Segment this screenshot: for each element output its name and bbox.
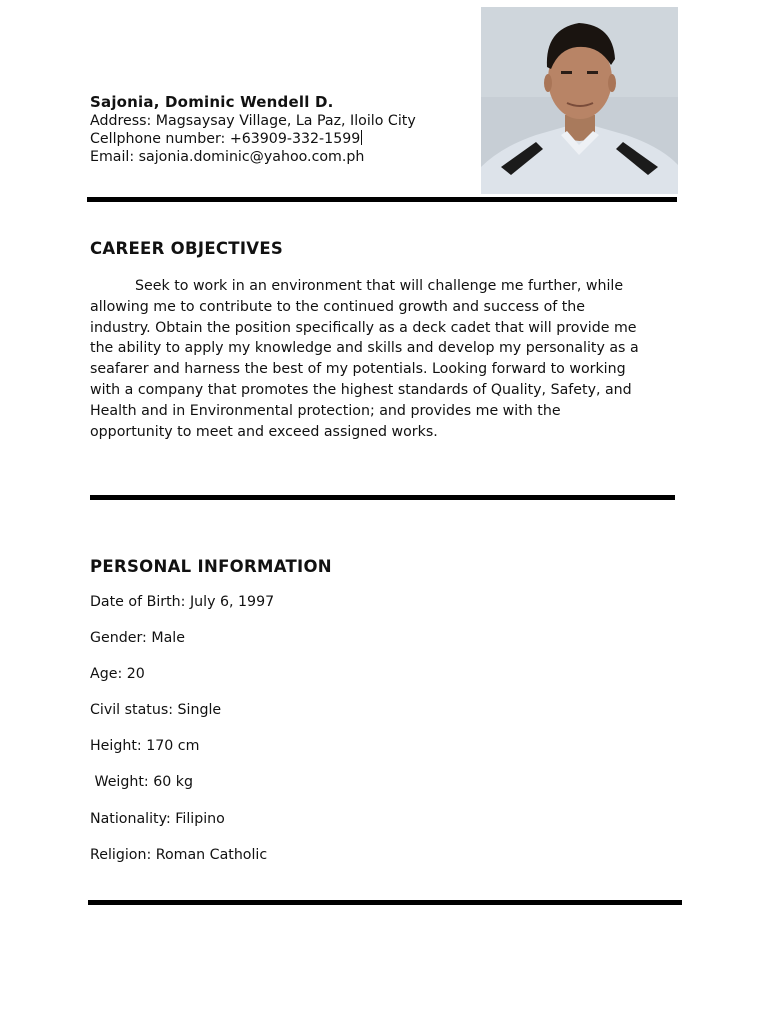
personal-divider	[88, 900, 682, 905]
date-of-birth: Date of Birth: July 6, 1997	[90, 594, 275, 610]
age: Age: 20	[90, 666, 145, 682]
email-line: Email: sajonia.dominic@yahoo.com.ph	[90, 149, 365, 165]
cellphone-line	[90, 130, 362, 148]
career-line: with a company that promotes the highest standards of Quality, Safety, and	[90, 381, 632, 398]
header-divider	[87, 197, 677, 202]
profile-photo	[481, 7, 678, 194]
religion: Religion: Roman Catholic	[90, 847, 268, 863]
cellphone-text: Cellphone number: +63909-332-1599	[90, 131, 361, 147]
career-line: the ability to apply my knowledge and skills and develop my personality as a	[90, 340, 639, 357]
career-divider	[90, 495, 675, 500]
gender: Gender: Male	[90, 630, 185, 646]
nationality: Nationality: Filipino	[90, 811, 225, 827]
civil-status: Civil status: Single	[90, 702, 222, 718]
profile-photo-icon	[481, 7, 678, 194]
career-objectives-paragraph	[90, 276, 680, 442]
height: Height: 170 cm	[90, 738, 200, 754]
personal-information-heading: PERSONAL INFORMATION	[90, 557, 332, 576]
applicant-name: Sajonia, Dominic Wendell D.	[90, 93, 334, 111]
career-line: Seek to work in an environment that will challenge me further, while	[135, 278, 624, 294]
weight: Weight: 60 kg	[90, 774, 194, 790]
career-line: allowing me to contribute to the continued growth and success of the	[90, 298, 586, 315]
career-line: Health and in Environmental protection; and provides me with the	[90, 402, 561, 419]
text-cursor	[361, 130, 362, 145]
career-line: opportunity to meet and exceed assigned works.	[90, 423, 438, 440]
address-line: Address: Magsaysay Village, La Paz, Iloilo City	[90, 113, 416, 129]
career-objectives-heading: CAREER OBJECTIVES	[90, 239, 284, 258]
career-line: industry. Obtain the position specifically as a deck cadet that will provide me	[90, 319, 637, 336]
career-line: seafarer and harness the best of my potentials. Looking forward to working	[90, 361, 626, 378]
